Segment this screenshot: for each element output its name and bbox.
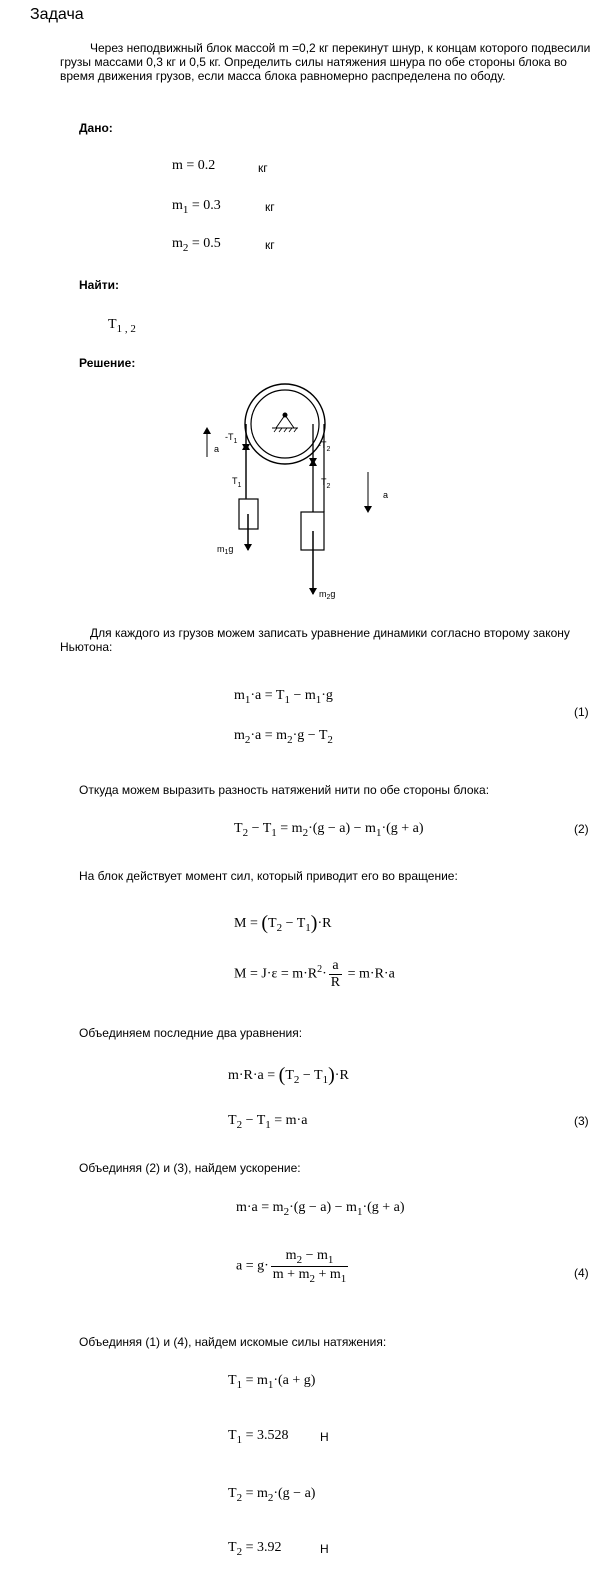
eq-t2-formula: $T_2 = m_2\cdot(g - a)$ <box>228 1486 316 1504</box>
given-m1: $m_1 = 0.3$ <box>172 198 221 216</box>
eq1b: $m_2\cdot a = m_2\cdot g - T_2$ <box>234 728 333 746</box>
minus-t1-label: $-T_1$ <box>225 432 238 445</box>
text-moment: На блок действует момент сил, который приводит его во вращение: <box>79 869 458 883</box>
find-heading: Найти: <box>79 278 119 292</box>
eq-combined: $m\cdot R\cdot a = (T_2 - T_1)\cdot R$ <box>228 1064 349 1086</box>
t2-label: $T_2$ <box>321 477 331 490</box>
text-acceleration: Объединяя (2) и (3), найдем ускорение: <box>79 1161 301 1175</box>
given-m-unit: кг <box>258 161 268 175</box>
pulley-inner-circle <box>251 390 319 458</box>
given-m2: $m_2 = 0.5$ <box>172 236 221 254</box>
m2g-label: $m_2g$ <box>319 589 336 601</box>
given-m2-unit: кг <box>265 238 275 252</box>
text-combine: Объединяем последние два уравнения: <box>79 1026 303 1040</box>
m1g-label: $m_1g$ <box>217 544 234 556</box>
given-heading: Дано: <box>79 121 113 135</box>
eq-t1-value: $T_1 = 3.528$ <box>228 1428 289 1446</box>
eq-number-3: (3) <box>574 1114 589 1128</box>
given-m1-unit: кг <box>265 200 275 214</box>
eq-moment-2: $M = J\cdot\varepsilon = m\cdot R^2\cdot$ $\frac{a}{R}$ = m·R·a <box>234 958 395 990</box>
problem-text: Через неподвижный блок массой m =0,2 кг перекинут шнур, к концам которого подвесили грузы массами 0,3 кг и 0,5 кг. Определить силы натяжения шнура по обе стороны блока во время движения грузов, если масса блока равномерно распределена по ободу. <box>60 41 591 83</box>
eq1a: $m_1\cdot a = T_1 - m_1\cdot g$ <box>234 688 333 706</box>
t1-unit: Н <box>320 1430 329 1444</box>
a-left-label: a <box>214 444 220 454</box>
a-right-label: a <box>383 490 389 500</box>
eq3: $T_2 - T_1 = m\cdot a$ <box>228 1113 308 1131</box>
text-newton: Для каждого из грузов можем записать уравнение динамики согласно второму закону Ньютона: <box>60 626 570 654</box>
eq2: $T_2 - T_1 = m_2\cdot(g - a) - m_1\cdot(g + a)$ <box>234 821 424 839</box>
eq-number-1: (1) <box>574 705 589 719</box>
eq-moment-1: $M = (T_2 - T_1)\cdot R$ <box>234 912 332 934</box>
text-difference: Откуда можем выразить разность натяжений нити по обе стороны блока: <box>79 783 490 797</box>
eq-t1-formula: $T_1 = m_1\cdot(a + g)$ <box>228 1373 316 1391</box>
page-title: Задача <box>30 6 84 23</box>
eq-t2-value: $T_2 = 3.92$ <box>228 1540 282 1558</box>
solution-heading: Решение: <box>79 356 136 370</box>
eq-number-4: (4) <box>574 1266 589 1280</box>
text-tension: Объединяя (1) и (4), найдем искомые силы натяжения: <box>79 1335 387 1349</box>
pulley-diagram <box>195 382 395 607</box>
eq4: a = g· $\frac{m_2 - m_1}{m + m_2 + m_1}$ <box>236 1248 347 1285</box>
t2-unit: Н <box>320 1542 329 1556</box>
given-m: m = 0.2 <box>172 158 216 173</box>
find-t12: $T_{1 , 2}$ <box>108 317 136 335</box>
t1-label: $T_1$ <box>232 476 242 489</box>
eq-accel-1: $m\cdot a = m_2\cdot(g - a) - m_1\cdot(g + a)$ <box>236 1200 405 1218</box>
minus-t2-label: $-T_2$ <box>318 440 331 453</box>
eq-number-2: (2) <box>574 822 589 836</box>
